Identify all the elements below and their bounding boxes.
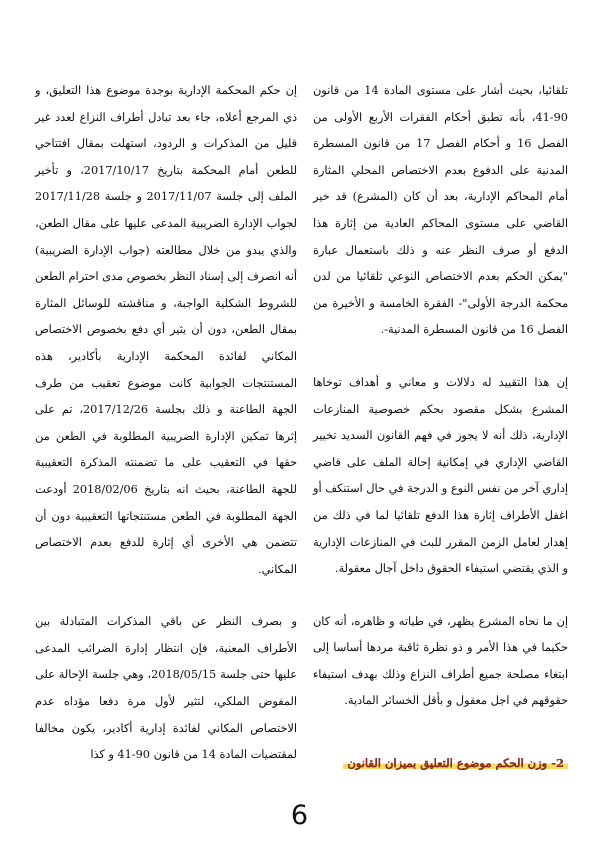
- paragraph-spacer: [35, 583, 297, 609]
- left-paragraph-2: و بصرف النظر عن باقي المذكرات المتبادلة بين الأطراف المعنية، فإن انتظار إدارة الضرائب المدعى عليها حتى جلسة 2018/05/15، وهي جلسة الإحالة على المفوض الملكي، لتثير لأول مرة دفعا مؤداه عدم الاختصاص المكاني لفائدة إدارية أكادير، يكون مخالفا لمقتضيات المادة 14 من قانون 90-41 و كذا: [35, 615, 297, 762]
- right-column: [313, 78, 568, 715]
- paragraph-spacer: [313, 583, 568, 609]
- page-number: 6: [290, 800, 309, 831]
- right-paragraph-3: إن ما نحاه المشرع يظهر، في طياته و ظاهره، أنه كان حكيما في هذا الأمر و ذو نظرة ثاقبة مردها أساسا إلى ابتغاء مصلحة جميع أطراف النزاع وذلك بهدف استيفاء حقوقهم في اجل معقول و بأقل الخسائر المادية.: [313, 614, 568, 708]
- paragraph-spacer: [313, 344, 568, 370]
- right-paragraph-1: تلقائيا، بحيث أشار على مستوى المادة 14 من قانون 90-41، بأنه تطبق أحكام الفقرات الأربع الأولى من الفصل 16 و أحكام الفصل 17 من قانون المسطرة المدنية على الدفوع بعدم الاختصاص المحلي المثارة أمام المحاكم الإدارية، بعد أن كان (المشرع) قد خير القاضي على مستوى المحاكم العادية من إثارة هذا الدفع أو صرف النظر عنه و ذلك باستعمال عبارة "يمكن الحكم بعدم الاختصاص النوعي تلقائيا من لدن محكمة الدرجة الأولى"- الفقرة الخامسة و الأخيرة من الفصل 16 من قانون المسطرة المدنية-.: [313, 84, 568, 337]
- section-heading-text: 2- وزن الحكم موضوع التعليق بميزان القانون: [343, 756, 568, 770]
- section-heading: [313, 752, 568, 774]
- left-paragraph-1: إن حكم المحكمة الإدارية بوجدة موضوع هذا التعليق، و ذي المرجع أعلاه، جاء بعد تبادل أطراف النزاع لعدد غير قليل من المذكرات و الردود، استهلت بمقال افتتاحي للطعن أمام المحكمة بتاريخ 2017/10/17، و تأخير الملف إلى جلسة 2017/11/07 و جلسة 2017/11/28 لجواب الإدارة الضريبية المدعى عليها على مقال الطعن، والذي يبدو من خلال مطالعته (جواب الإدارة الضريبية) أنه انصرف إلى إسناد النظر بخصوص مدى احترام الطعن للشروط الشكلية الواجبة، و مناقشته للوسائل المثارة بمقال الطعن، دون أن يثير أي دفع بخصوص الاختصاص المكاني لفائدة المحكمة الإدارية بأكادير، هذه المستنتجات الجوابية كانت موضوع تعقيب من طرف الجهة الطاعنة و ذلك بجلسة 2017/12/26، تم على إثرها تمكين الإدارة الضريبية المطلوبة في الطعن من حقها في التعقيب على ما تضمنته المذكرة التعقيبية للجهة الطاعنة، بحيث انه بتاريخ 2018/02/06 أودعت الجهة المطلوبة في الطعن مستنتجاتها التعقيبية دون أن تتضمن هي الأخرى أي إثارة للدفع بعدم الاختصاص المكاني.: [35, 84, 298, 576]
- left-column: [35, 78, 297, 769]
- right-paragraph-2: إن هذا التقييد له دلالات و معاني و أهداف توخاها المشرع بشكل مقصود بحكم خصوصية المنازعات الإدارية، ذلك أنه لا يجوز في فهم القانون السديد تخيير القاضي الإداري في إمكانية إحالة الملف على قاضي إداري آخر من نفس النوع و الدرجة في حال استنكف أو اغفل الأطراف إثارة هذا الدفع تلقائيا لما في ذلك من إهدار لعامل الزمن المقرر للبث في المنازعات الإدارية و الذي يقتضي استيفاء الحقوق داخل آجال معقولة.: [313, 375, 568, 576]
